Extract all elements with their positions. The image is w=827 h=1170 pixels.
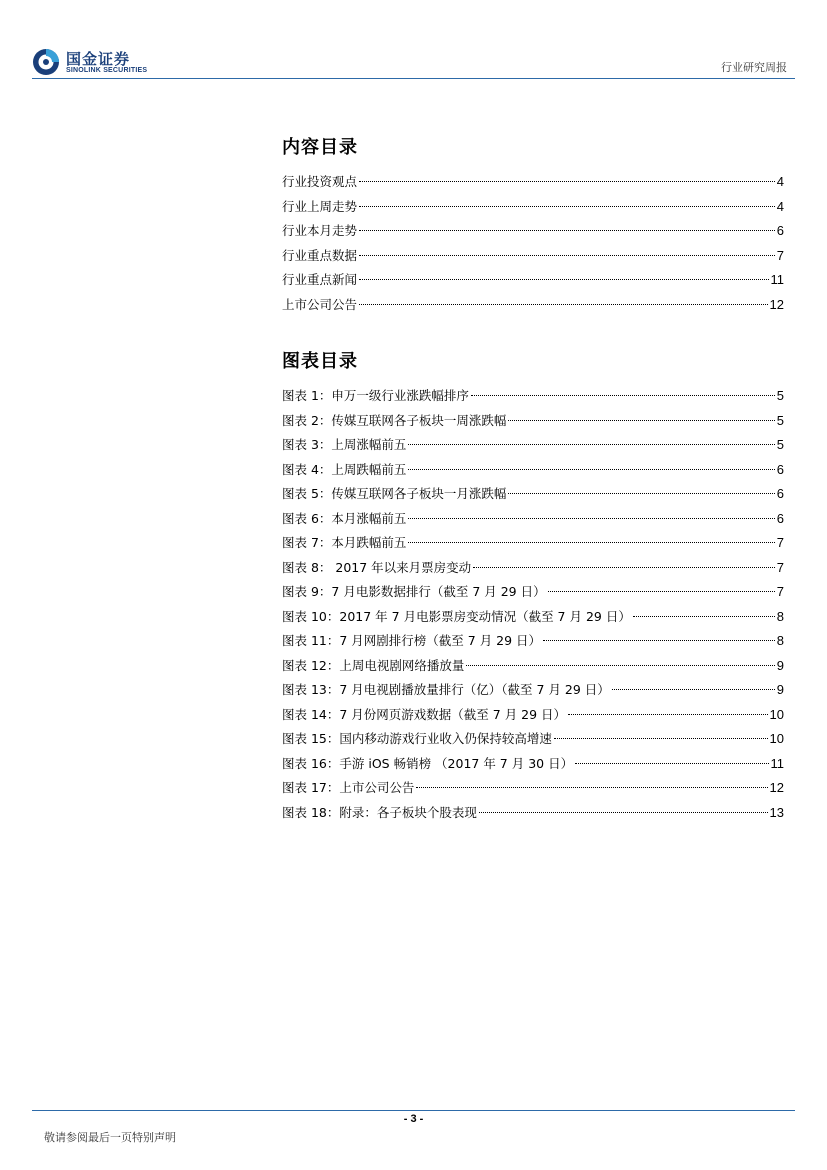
toc-entry[interactable] (282, 482, 784, 507)
toc-entry-label: 图表 11：7 月网剧排行榜（截至 7 月 29 日） (282, 633, 542, 648)
toc-dot-leader (508, 420, 774, 421)
toc-entry-label: 图表 9：7 月电影数据排行（截至 7 月 29 日） (282, 584, 546, 599)
toc-entry[interactable] (282, 458, 784, 483)
toc-entry-label: 行业本月走势 (282, 223, 358, 238)
toc-dot-leader (408, 469, 774, 470)
toc-dot-leader (612, 689, 775, 690)
toc-entry[interactable] (282, 556, 784, 581)
contents-title: 内容目录 (282, 137, 358, 158)
toc-entry[interactable] (282, 268, 784, 293)
footer-divider (32, 1110, 795, 1111)
logo-chinese-name: 国金证券 (66, 50, 131, 68)
toc-entry-label: 行业投资观点 (282, 174, 358, 189)
toc-entry-page: 4 (776, 198, 784, 214)
toc-entry-page: 6 (776, 510, 784, 526)
toc-entry[interactable] (282, 801, 784, 826)
toc-dot-leader (359, 255, 775, 256)
toc-entry-page: 11 (770, 272, 784, 287)
toc-entry[interactable] (282, 776, 784, 801)
toc-entry-page: 6 (776, 461, 784, 477)
company-logo (32, 47, 162, 81)
toc-entry-page: 13 (769, 804, 784, 820)
toc-entry-label: 上市公司公告 (282, 296, 358, 312)
toc-entry[interactable] (282, 654, 784, 679)
toc-entry-page: 4 (776, 174, 784, 189)
report-type: 行业研究周报 (721, 61, 787, 74)
toc-entry-page: 5 (776, 388, 784, 403)
toc-dot-leader (554, 738, 768, 739)
toc-entry[interactable] (282, 244, 784, 269)
toc-entry-label: 图表 18：附录：各子板块个股表现 (282, 804, 477, 820)
sinolink-logo-icon (32, 48, 60, 76)
toc-entry-label: 图表 2：传媒互联网各子板块一周涨跌幅 (282, 412, 507, 428)
toc-entry-page: 6 (776, 223, 784, 238)
toc-entry[interactable] (282, 531, 784, 556)
toc-entry[interactable] (282, 195, 784, 220)
toc-entry-label: 图表 4：上周跌幅前五 (282, 461, 407, 477)
toc-entry-label: 图表 12：上周电视剧网络播放量 (282, 657, 465, 673)
toc-entry-page: 8 (776, 633, 784, 648)
toc-dot-leader (568, 714, 767, 715)
logo-english-name: SINOLINK SECURITIES (66, 67, 148, 74)
toc-dot-leader (359, 304, 768, 305)
toc-entry[interactable] (282, 219, 784, 244)
toc-dot-leader (359, 230, 775, 231)
toc-entry-page: 7 (776, 247, 784, 263)
toc-entry-label: 图表 5：传媒互联网各子板块一月涨跌幅 (282, 486, 507, 501)
toc-entry-page: 5 (776, 412, 784, 428)
toc-entry-label: 图表 8： 2017 年以来月票房变动 (282, 559, 472, 575)
toc-dot-leader (466, 665, 774, 666)
toc-entry[interactable] (282, 507, 784, 532)
toc-entry-label: 图表 16：手游 iOS 畅销榜 （2017 年 7 月 30 日） (282, 755, 574, 771)
toc-dot-leader (408, 542, 774, 543)
toc-entry-page: 7 (776, 535, 784, 550)
toc-entry-page: 9 (776, 682, 784, 697)
toc-entry[interactable] (282, 384, 784, 409)
toc-entry[interactable] (282, 293, 784, 318)
toc-entry-label: 图表 6：本月涨幅前五 (282, 510, 407, 526)
toc-dot-leader (575, 763, 768, 764)
toc-entry[interactable] (282, 727, 784, 752)
toc-entry-label: 行业重点数据 (282, 247, 358, 263)
toc-dot-leader (359, 181, 775, 182)
toc-entry-label: 行业重点新闻 (282, 272, 358, 287)
toc-entry-page: 12 (769, 780, 784, 795)
toc-entry-page: 6 (776, 486, 784, 501)
toc-entry-label: 图表 14：7 月份网页游戏数据（截至 7 月 29 日） (282, 706, 567, 722)
toc-dot-leader (471, 395, 775, 396)
figures-section (282, 347, 784, 825)
toc-dot-leader (508, 493, 774, 494)
toc-entry-label: 图表 13：7 月电视剧播放量排行（亿）（截至 7 月 29 日） (282, 682, 610, 697)
toc-entry-page: 7 (776, 584, 784, 599)
toc-entry-page: 5 (776, 437, 784, 452)
contents-list (282, 170, 784, 317)
toc-entry[interactable] (282, 605, 784, 630)
toc-entry[interactable] (282, 678, 784, 703)
toc-dot-leader (359, 279, 768, 280)
toc-entry-page: 12 (769, 296, 784, 312)
page-number: - 3 - (403, 1113, 424, 1125)
contents-section (282, 133, 784, 317)
toc-entry[interactable] (282, 703, 784, 728)
toc-entry[interactable] (282, 580, 784, 605)
toc-entry[interactable] (282, 409, 784, 434)
toc-dot-leader (408, 518, 774, 519)
toc-dot-leader (416, 787, 767, 788)
toc-entry-label: 图表 1：申万一级行业涨跌幅排序 (282, 388, 469, 403)
toc-entry-label: 图表 3：上周涨幅前五 (282, 437, 407, 452)
disclaimer-note: 敬请参阅最后一页特别声明 (44, 1131, 176, 1144)
figures-title: 图表目录 (282, 351, 358, 372)
toc-entry-label: 图表 17：上市公司公告 (282, 780, 415, 795)
page-header (0, 0, 827, 82)
toc-entry-page: 10 (769, 731, 784, 746)
toc-dot-leader (479, 812, 768, 813)
toc-entry-page: 11 (770, 755, 784, 771)
header-divider (32, 78, 795, 79)
toc-dot-leader (548, 591, 775, 592)
toc-entry-page: 10 (769, 706, 784, 722)
toc-entry[interactable] (282, 752, 784, 777)
toc-entry-label: 行业上周走势 (282, 198, 358, 214)
toc-entry[interactable] (282, 433, 784, 458)
toc-entry-label: 图表 15：国内移动游戏行业收入仍保持较高增速 (282, 731, 552, 746)
toc-entry-label: 图表 7：本月跌幅前五 (282, 535, 407, 550)
toc-dot-leader (473, 567, 775, 568)
toc-entry[interactable] (282, 629, 784, 654)
toc-dot-leader (408, 444, 774, 445)
toc-entry-page: 9 (776, 657, 784, 673)
toc-dot-leader (543, 640, 775, 641)
toc-entry-page: 8 (776, 608, 784, 624)
figures-list (282, 384, 784, 825)
toc-dot-leader (359, 206, 775, 207)
toc-dot-leader (633, 616, 775, 617)
toc-entry-label: 图表 10：2017 年 7 月电影票房变动情况（截至 7 月 29 日） (282, 608, 631, 624)
toc-entry-page: 7 (776, 559, 784, 575)
toc-entry[interactable] (282, 170, 784, 195)
